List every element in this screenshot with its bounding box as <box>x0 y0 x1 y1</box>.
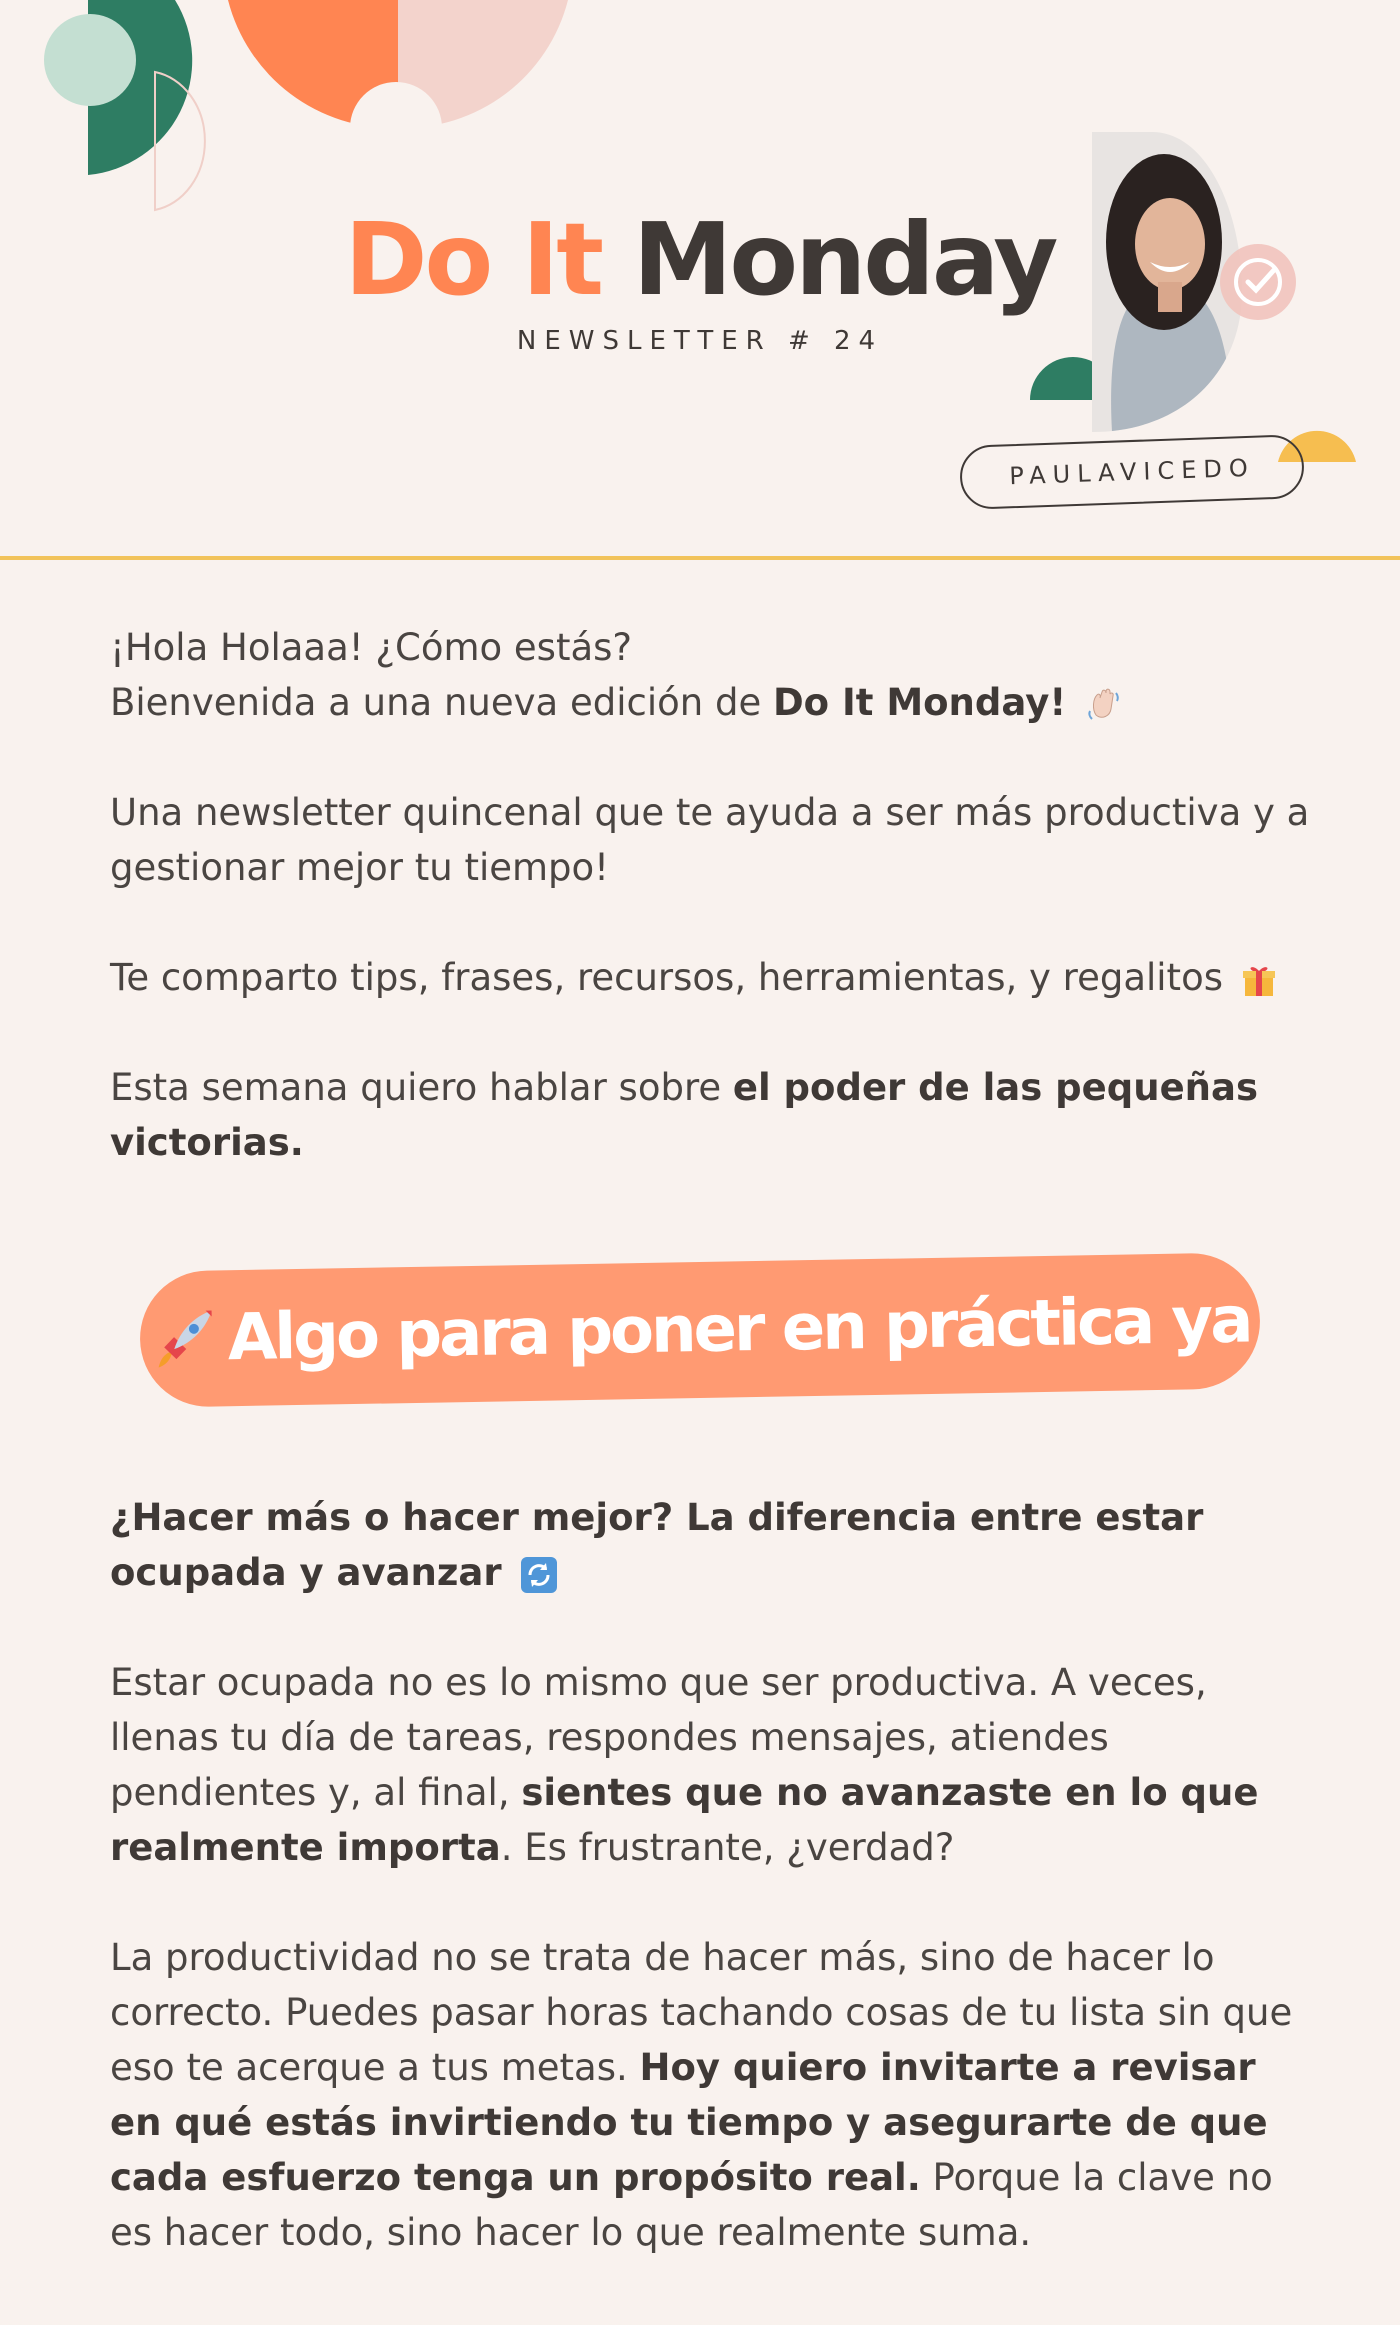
newsletter-title <box>0 200 1400 320</box>
intro-paragraph-4-bold: el poder de las pequeñas victorias. <box>110 1066 1259 1164</box>
intro-paragraph-1 <box>110 620 1310 730</box>
intro-paragraph-4-text: Esta semana quiero hablar sobre <box>110 1066 733 1109</box>
article-paragraph-1-end: . Es frustrante, ¿verdad? <box>500 1826 955 1869</box>
section-banner <box>140 1262 1260 1398</box>
intro-section <box>110 620 1310 1225</box>
welcome-bold: Do It Monday! <box>772 681 1067 724</box>
welcome-text: Bienvenida a una nueva edición de <box>110 681 773 724</box>
greeting-text: ¡Hola Holaaa! ¿Cómo estás? <box>110 626 633 669</box>
title-part-two: Monday <box>632 201 1056 318</box>
title-part-one: Do It <box>344 201 602 318</box>
article-section <box>110 1490 1310 2315</box>
newsletter-number: NEWSLETTER # 24 <box>516 326 884 356</box>
header-divider <box>0 556 1400 560</box>
article-paragraph-2-text: La productividad no se trata de hacer más, sino de hacer lo correcto. Puedes pasar horas tachando cosas de tu lista sin que eso te acerque a tus metas. <box>110 1936 1293 2089</box>
article-paragraph-1-bold: sientes que no avanzaste en lo que realmente importa <box>110 1771 1259 1869</box>
newsletter-header <box>0 0 1400 560</box>
intro-paragraph-4 <box>110 1060 1310 1170</box>
article-paragraph-2-bold: Hoy quiero invitarte a revisar en qué estás invirtiendo tu tiempo y asegurarte de que cada esfuerzo tenga un propósito real. <box>110 2046 1268 2199</box>
article-paragraph-1-text: Estar ocupada no es lo mismo que ser productiva. A veces, llenas tu día de tareas, respondes mensajes, atiendes pendientes y, al final, <box>110 1661 1207 1814</box>
article-heading-text: ¿Hacer más o hacer mejor? La diferencia entre estar ocupada y avanzar <box>110 1496 1204 1594</box>
rocket-icon <box>149 1304 218 1373</box>
waving-hand-icon <box>1084 685 1124 725</box>
article-heading <box>110 1490 1310 1600</box>
article-paragraph-2 <box>110 1930 1310 2260</box>
refresh-arrows-icon <box>519 1555 559 1595</box>
intro-paragraph-2: Una newsletter quincenal que te ayuda a ser más productiva y a gestionar mejor tu tiempo! <box>110 791 1310 889</box>
gift-icon <box>1241 962 1277 998</box>
article-paragraph-1 <box>110 1655 1310 1875</box>
banner-label: Algo para poner en práctica ya <box>227 1283 1251 1376</box>
author-tag: PAULAVICEDO <box>959 434 1305 510</box>
intro-paragraph-3-text: Te comparto tips, frases, recursos, herramientas, y regalitos <box>110 956 1223 999</box>
article-paragraph-2-end: Porque la clave no es hacer todo, sino hacer lo que realmente suma. <box>110 2156 1273 2254</box>
intro-paragraph-3 <box>110 950 1310 1005</box>
